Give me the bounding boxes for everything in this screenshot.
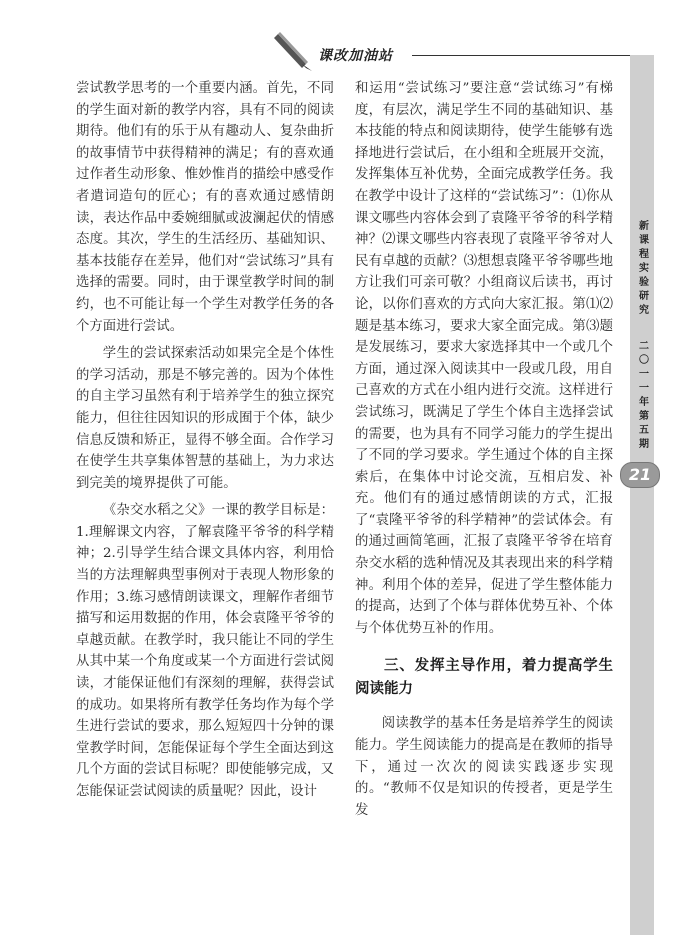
left-column bbox=[76, 78, 334, 803]
page-header bbox=[0, 0, 680, 78]
right-column bbox=[355, 78, 613, 821]
issue-label: 二〇一一年第五期 bbox=[639, 341, 649, 450]
column-title: 课改加油站 bbox=[318, 48, 393, 64]
journal-name: 新课程实验研究 bbox=[639, 221, 649, 316]
paragraph: 阅读教学的基本任务是培养学生的阅读能力。学生阅读能力的提高是在教师的指导下，通过一次次的阅读实践逐步实现的。“教师不仅是知识的传授者，更是学生发 bbox=[355, 716, 613, 818]
page-number: 21 bbox=[620, 462, 660, 488]
header-rule bbox=[412, 55, 632, 56]
paragraph: 和运用“尝试练习”要注意“尝试练习”有梯度，有层次，满足学生不同的基础知识、基本技能的特点和阅读期待，使学生能够有选择地进行尝试后，在小组和全班展开交流，发挥集体互补优势，全面完成教学任务。我在教学中设计了这样的“尝试练习”：⑴你从课文哪些内容体会到了袁隆平爷爷的科学精神？⑵课文哪些内容表现了袁隆平爷爷对人民有卓越的贡献？⑶想想袁隆平爷爷哪些地方让我们可亲可敬？小组商议后读书，再讨论，以你们喜欢的方式向大家汇报。第⑴⑵题是基本练习，要求大家全面完成。第⑶题是发展练习，要求大家选择其中一个或几个方面，通过深入阅读其中一段或几段，用自己喜欢的方式在小组内进行交流。这样进行尝试练习，既满足了学生个体自主选择尝试的需要，也为具有不同学习能力的学生提出了不同的学习要求。学生通过个体的自主探索后，在集体中讨论交流，互相启发、补充。他们有的通过感情朗读的方式，汇报了“袁隆平爷爷的科学精神”的尝试体会。有的通过画简笔画，汇报了袁隆平爷爷在培育杂交水稻的选种情况及其表现出来的科学精神。利用个体的差异，促进了学生整体能力的提高，达到了个体与群体优势互补、个体与个体优势互补的作用。 bbox=[355, 81, 613, 636]
pen-icon bbox=[272, 30, 314, 72]
paragraph: 学生的尝试探索活动如果完全是个体性的学习活动，那是不够完善的。因为个体性的自主学习虽然有利于培养学生的独立探究能力，但往往因知识的形成囿于个体，缺少信息反馈和矫正，显得不够全面。合作学习在使学生共享集体智慧的基础上，为力求达到完美的境界提供了可能。 bbox=[76, 346, 334, 491]
section-heading: 三、发挥主导作用，着力提高学生阅读能力 bbox=[355, 658, 613, 698]
sidebar-strip bbox=[630, 55, 654, 935]
paragraph: 尝试教学思考的一个重要内涵。首先，不同的学生面对新的教学内容，具有不同的阅读期待。他们有的乐于从有趣动人、复杂曲折的故事情节中获得精神的满足；有的喜欢通过作者生动形象、惟妙惟肖的描绘中感受作者遣词造句的匠心；有的喜欢通过感情朗读，表达作品中委婉细腻或波澜起伏的情感态度。其次，学生的生活经历、基础知识、基本技能存在差异，他们对“尝试练习”具有选择的需要。同时，由于课堂教学时间的制约，也不可能让每一个学生对教学任务的各个方面进行尝试。 bbox=[76, 81, 334, 334]
paragraph: 《杂交水稻之父》一课的教学目标是：1.理解课文内容，了解袁隆平爷爷的科学精神；2.引导学生结合课文具体内容，利用恰当的方法理解典型事例对于表现人物形象的作用；3.练习感情朗读课文，理解作者细节描写和运用数据的作用，体会袁隆平爷爷的卓越贡献。在教学时，我只能让不同的学生从其中某一个角度或某一个方面进行尝试阅读，才能保证他们有深刻的理解，获得尝试的成功。如果将所有教学任务均作为每个学生进行尝试的要求，那么短短四十分钟的课堂教学时间，怎能保证每个学生全面达到这几个方面的尝试目标呢？即使能够完成，又怎能保证尝试阅读的质量呢？因此，设计 bbox=[76, 503, 334, 799]
